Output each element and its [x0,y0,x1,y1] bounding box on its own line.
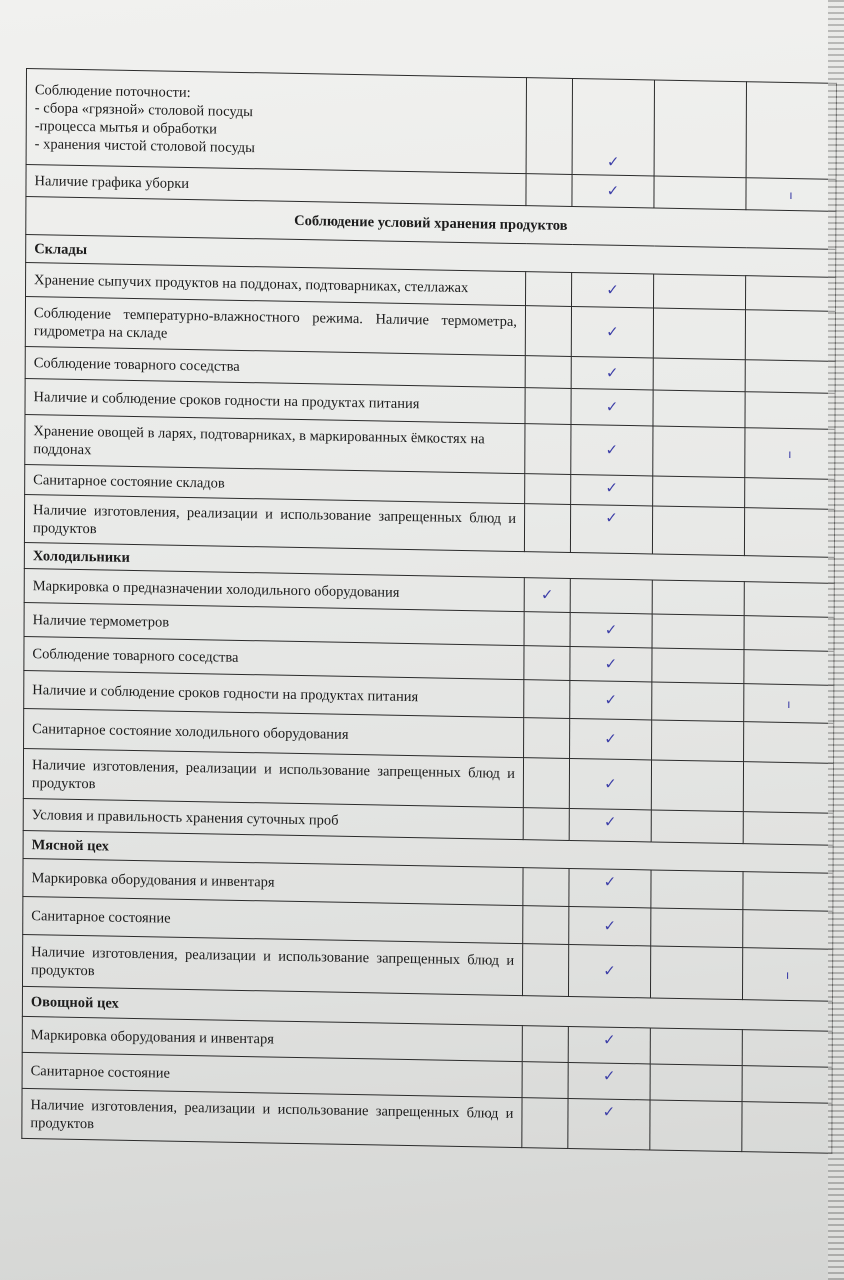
check-mark: ✓ [604,774,617,793]
row-label: Маркировка оборудования и инвентаря [23,858,523,905]
row-label: Соблюдение товарного соседства [25,346,525,387]
group-title-meat: Мясной цех [23,830,833,873]
check-mark: ✓ [602,1066,616,1085]
row-label: Санитарное состояние складов [25,464,525,503]
row-label: Наличие изготовления, реализации и использование запрещенных блюд и продуктов [24,494,524,551]
check-mark: ✓ [604,654,618,673]
row-label: Наличие термометров [24,602,524,645]
tick-mark: ı [788,446,792,461]
row-label: Хранение сыпучих продуктов на поддонах, подтоварниках, стеллажах [26,262,526,305]
check-mark: ✓ [540,585,554,604]
row-label: Наличие изготовления, реализации и использование запрещенных блюд и продуктов [23,748,523,807]
row-label: Наличие графика уборки [26,165,526,206]
paper-binding-edge [828,0,844,1280]
group-title-veg: Овощной цех [22,986,832,1031]
row-label: Маркировка о предназначении холодильного оборудования [24,568,524,611]
row-label: Хранение овощей в ларях, подтоварниках, в маркированных ёмкостях на поддонах [25,414,525,473]
check-mark: ✓ [605,440,619,459]
row-label: Соблюдение температурно-влажностного режима. Наличие термометра, гидрометра на складе [25,296,525,355]
check-mark: ✓ [606,280,619,299]
group-title-warehouses: Склады [26,234,836,277]
check-mark: ✓ [603,872,617,891]
check-mark: ✓ [605,363,619,382]
row-label: Соблюдение товарного соседства [24,636,524,679]
group-title-fridges: Холодильники [24,542,834,583]
check-mark: ✓ [604,729,617,748]
inspection-checklist-table [21,68,837,1154]
row-label: Наличие и соблюдение сроков годности на продуктах питания [25,378,525,423]
table-row [26,69,836,180]
row-label: Наличие и соблюдение сроков годности на продуктах питания [24,670,524,717]
row-label: Наличие изготовления, реализации и использование запрещенных блюд и продуктов [22,934,522,995]
row-label: Санитарное состояние [23,896,523,943]
tick-mark: ı [787,696,791,711]
check-mark: ✓ [605,508,618,527]
section-title: Соблюдение условий хранения продуктов [26,197,836,250]
row-label: Маркировка оборудования и инвентаря [22,1016,522,1061]
check-mark: ✓ [603,961,616,980]
check-mark: ✓ [606,152,620,171]
tick-mark: ı [785,967,790,982]
check-mark: ✓ [603,812,617,831]
check-mark: ✓ [605,478,619,497]
checklist-sheet [21,68,836,1154]
row-label: Наличие изготовления, реализации и использование запрещенных блюд и продуктов [22,1088,522,1147]
row-label: Условия и правильность хранения суточных проб [23,798,523,839]
tick-mark: ı [789,187,793,202]
row-label: Санитарное состояние холодильного оборудования [24,708,524,757]
check-mark: ✓ [604,620,618,639]
row-label: Санитарное состояние [22,1052,522,1097]
check-mark: ✓ [605,397,619,416]
check-mark: ✓ [602,1030,616,1049]
check-mark: ✓ [602,1102,616,1121]
check-mark: ✓ [603,916,617,935]
check-mark: ✓ [606,181,620,200]
check-mark: ✓ [606,322,619,341]
row-label: Соблюдение поточности: - сбора «грязной» столовой посуды -процесса мытья и обработки - хранения чистой столовой посуды [26,69,526,174]
check-mark: ✓ [604,690,618,709]
